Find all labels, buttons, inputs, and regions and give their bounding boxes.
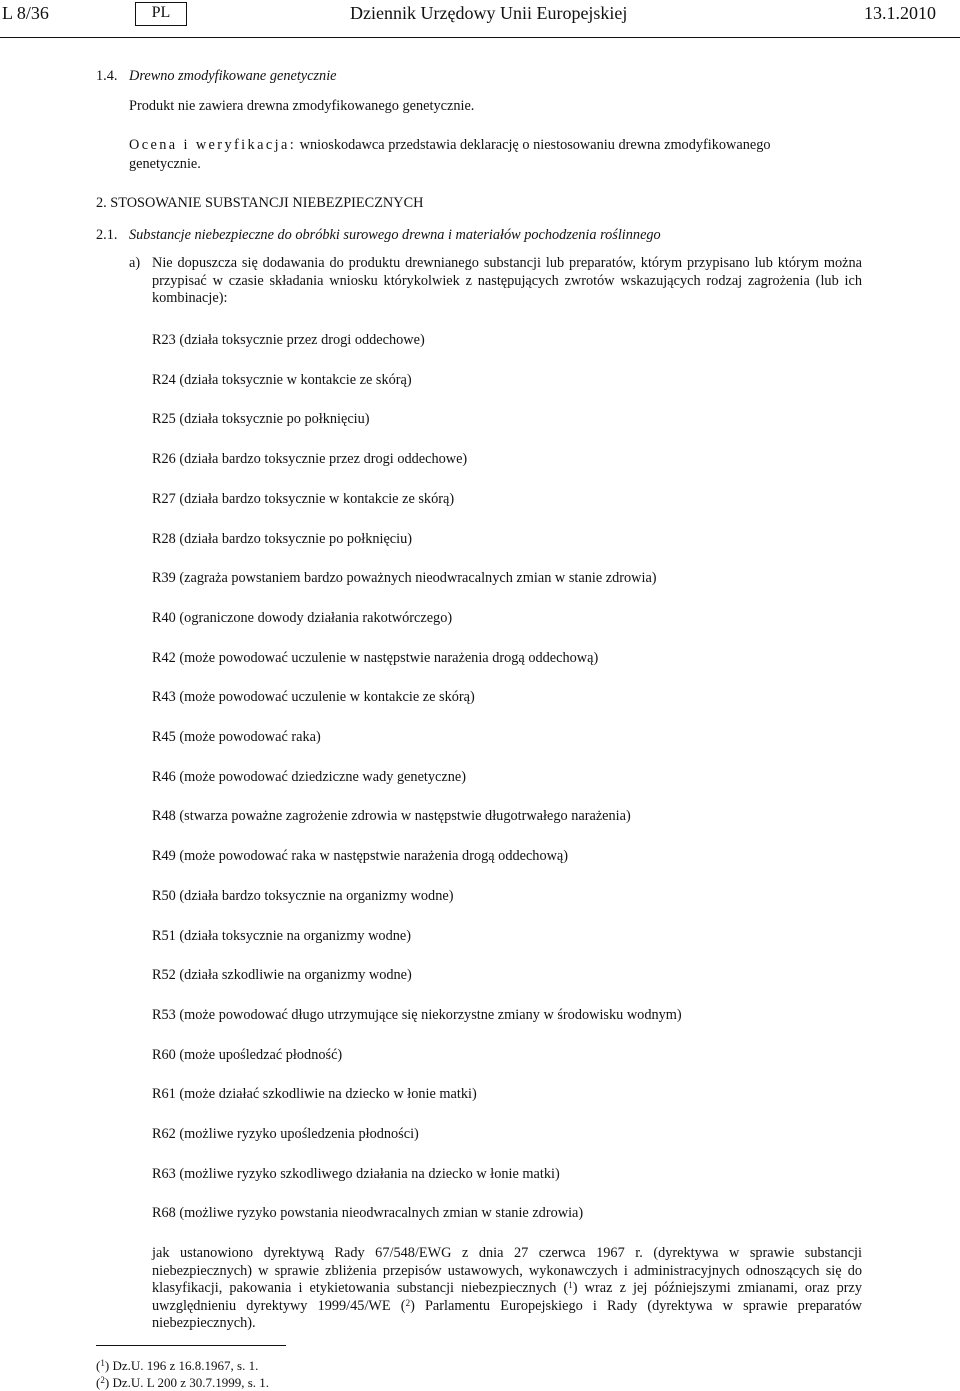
- risk-phrase-item: R61 (może działać szkodliwie na dziecko w łonie matki): [152, 1086, 477, 1103]
- risk-phrase-item: R42 (może powodować uczulenie w następstwie narażenia drogą oddechową): [152, 649, 599, 666]
- risk-phrase-item: R52 (działa szkodliwie na organizmy wodne): [152, 967, 412, 984]
- risk-phrase-item: R25 (działa toksycznie po połknięciu): [152, 411, 370, 428]
- risk-phrase-item: R26 (działa bardzo toksycznie przez drogi oddechowe): [152, 451, 468, 468]
- risk-phrase-item: R48 (stwarza poważne zagrożenie zdrowia w następstwie długotrwałego narażenia): [152, 808, 631, 825]
- item-a-label: a): [129, 255, 141, 271]
- section-1-4-text: Produkt nie zawiera drewna zmodyfikowanego genetycznie.: [129, 98, 475, 114]
- risk-phrase-item: R27 (działa bardzo toksycznie w kontakcie ze skórą): [152, 490, 455, 507]
- language-badge: PL: [135, 2, 187, 26]
- footnote-divider: [96, 1345, 286, 1346]
- footnote-2: ($^2$) Dz.U. L 200 z 30.7.1999, s. 1.: [96, 1375, 270, 1390]
- section-2-heading: 2. STOSOWANIE SUBSTANCJI NIEBEZPIECZNYCH: [96, 195, 424, 211]
- assessment-line-2: genetycznie.: [129, 156, 201, 172]
- assessment-line-1: [129, 137, 771, 154]
- footnote-ref-2[interactable]: 2: [405, 1297, 411, 1308]
- item-a-text: Nie dopuszcza się dodawania do produktu drewnianego substancji lub preparatów, którym przypisano lub którym można przypisać w czasie składania wniosku którykolwiek z następujących zwrotów wskazujących rodzaj zagrożenia (lub ich kombinacje):: [152, 255, 862, 306]
- section-2-1-heading: Substancje niebezpieczne do obróbki surowego drewna i materiałów pochodzenia roślinnego: [129, 227, 661, 243]
- footnote-1: ($^1$) Dz.U. 196 z 16.8.1967, s. 1.: [96, 1358, 259, 1373]
- risk-phrase-item: R53 (może powodować długo utrzymujące się niekorzystne zmiany w środowisku wodnym): [152, 1006, 682, 1023]
- risk-phrase-item: R68 (możliwe ryzyko powstania nieodwracalnych zmian w stanie zdrowia): [152, 1205, 584, 1222]
- risk-phrase-item: R28 (działa bardzo toksycznie po połknięciu): [152, 530, 413, 547]
- assessment-label: Ocena i weryfikacja:: [129, 137, 297, 153]
- page-reference: L 8/36: [2, 3, 49, 23]
- risk-phrase-item: R49 (może powodować raka w następstwie narażenia drogą oddechową): [152, 848, 569, 865]
- footnote-ref-1[interactable]: 1: [568, 1280, 573, 1290]
- section-1-4-number: 1.4.: [96, 68, 118, 84]
- risk-phrase-item: R24 (działa toksycznie w kontakcie ze skórą): [152, 371, 412, 388]
- publication-date: 13.1.2010: [864, 3, 936, 23]
- risk-phrase-item: R43 (może powodować uczulenie w kontakcie ze skórą): [152, 689, 475, 706]
- header-divider: [0, 37, 960, 38]
- risk-phrase-item: R46 (może powodować dziedziczne wady genetyczne): [152, 768, 466, 785]
- journal-title: Dziennik Urzędowy Unii Europejskiej: [350, 3, 628, 23]
- risk-phrase-item: R40 (ograniczone dowody działania rakotwórczego): [152, 609, 453, 626]
- risk-phrase-item: R51 (działa toksycznie na organizmy wodne): [152, 927, 411, 944]
- risk-phrase-item: R39 (zagraża powstaniem bardzo poważnych nieodwracalnych zmian w stanie zdrowia): [152, 570, 657, 587]
- section-1-4-heading: Drewno zmodyfikowane genetycznie: [129, 68, 337, 84]
- risk-phrase-item: R45 (może powodować raka): [152, 729, 321, 745]
- section-2-1-number: 2.1.: [96, 227, 118, 243]
- risk-phrase-item: R23 (działa toksycznie przez drogi oddechowe): [152, 332, 425, 348]
- risk-phrase-item: R62 (możliwe ryzyko upośledzenia płodności): [152, 1126, 419, 1142]
- closing-paragraph: jak ustanowiono dyrektywą Rady 67/548/EWG z dnia 27 czerwca 1967 r. (dyrektywa w sprawie substancji niebezpiecznych) w sprawie zbliżenia przepisów ustawowych, wykonawczych i administracyjnych odnoszących się do klasyfikacji, pakowania i etykietowania substancji niebezpiecznych ($^1$) wraz z jej późniejszymi zmianami, oraz przy uwzględnieniu dyrektywy 1999/45/WE ($^2$) Parlamentu Europejskiego i Rady (dyrektywa w sprawie preparatów niebezpiecznych).: [152, 1245, 862, 1331]
- risk-phrase-item: R50 (działa bardzo toksycznie na organizmy wodne): [152, 887, 454, 904]
- risk-phrase-item: R63 (możliwe ryzyko szkodliwego działania na dziecko w łonie matki): [152, 1165, 560, 1182]
- assessment-text: wnioskodawca przedstawia deklarację o niestosowaniu drewna zmodyfikowanego: [299, 137, 771, 153]
- risk-phrase-item: R60 (może upośledzać płodność): [152, 1046, 343, 1063]
